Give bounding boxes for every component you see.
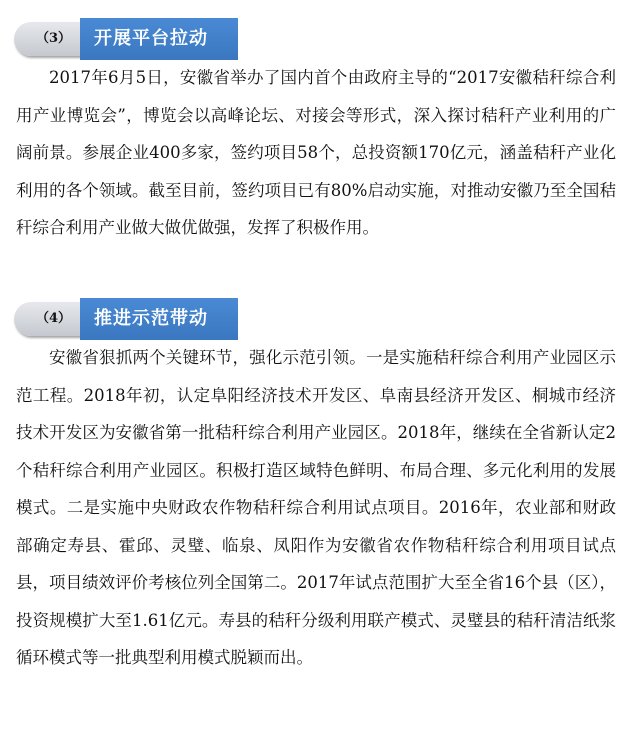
section-3-number: （3） [36, 31, 72, 46]
section-4-number: （4） [36, 311, 72, 326]
section-3-header [14, 18, 238, 60]
section-3-title-bar [80, 18, 238, 60]
section-4-header [14, 298, 238, 340]
section-4-title-bar [80, 298, 238, 340]
section-4-paragraph: 安徽省狠抓两个关键环节，强化示范引领。一是实施秸秆综合利用产业园区示范工程。2018年初，认定阜阳经济技术开发区、阜南县经济开发区、桐城市经济技术开发区为安徽省第一批秸秆综合利用产业园区。2018年，继续在全省新认定2个秸秆综合利用产业园区。积极打造区域特色鲜明、布局合理、多元化利用的发展模式。二是实施中央财政农作物秸秆综合利用试点项目。2016年，农业部和财政部确定寿县、霍邱、灵璧、临泉、凤阳作为安徽省农作物秸秆综合利用项目试点县，项目绩效评价考核位列全国第二。2017年试点范围扩大至全省16个县（区），投资规模扩大至1.61亿元。寿县的秸秆分级利用联产模式、灵璧县的秸秆清洁纸浆循环模式等一批典型利用模式脱颖而出。 [16, 348, 616, 667]
section-3-title: 开展平台拉动 [94, 28, 208, 49]
section-3-paragraph: 2017年6月5日，安徽省举办了国内首个由政府主导的“2017安徽秸秆综合利用产业博览会”，博览会以高峰论坛、对接会等形式，深入探讨秸秆产业利用的广阔前景。参展企业400多家，签约项目58个，总投资额170亿元，涵盖秸秆产业化利用的各个领域。截至目前，签约项目已有80%启动实施，对推动安徽乃至全国秸秆综合利用产业做大做优做强，发挥了积极作用。 [16, 68, 616, 237]
section-4-title: 推进示范带动 [94, 308, 208, 329]
